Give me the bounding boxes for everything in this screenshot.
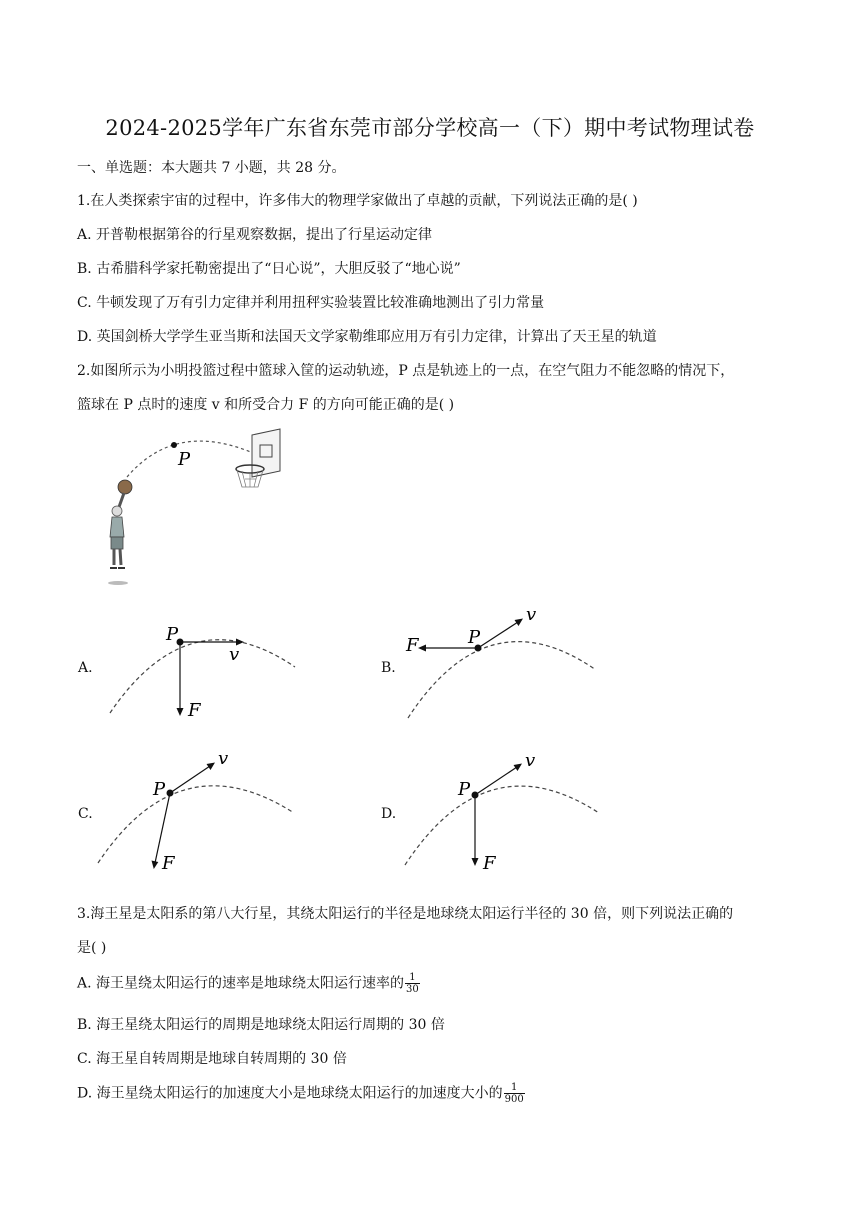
q2-c-p-label: P bbox=[153, 779, 166, 800]
q2-stem-line2: 篮球在 P 点时的速度 v 和所受合力 F 的方向可能正确的是( ) bbox=[77, 397, 455, 413]
q3-option-a-text: A. 海王星绕太阳运行的速率是地球绕太阳运行速率的 bbox=[77, 975, 405, 992]
q3-option-c[interactable]: C. 海王星自转周期是地球自转周期的 30 倍 bbox=[77, 1051, 347, 1067]
q2-option-c-diagram bbox=[90, 745, 310, 880]
q2-stem-line1: 2.如图所示为小明投篮过程中篮球入筐的运动轨迹，P 点是轨迹上的一点，在空气阻力不能忽略的情况下， bbox=[77, 363, 735, 379]
page-title: 2024-2025学年广东省东莞市部分学校高一（下）期中考试物理试卷 bbox=[105, 116, 755, 140]
section-heading: 一、单选题：本大题共 7 小题，共 28 分。 bbox=[77, 160, 346, 176]
q2-option-c-label[interactable]: C. bbox=[78, 806, 93, 822]
q2-a-v-label: v bbox=[229, 644, 240, 665]
q2-option-b-diagram bbox=[400, 600, 610, 725]
q2-b-f-label: F bbox=[406, 635, 419, 656]
q3-option-a-fraction: $\frac{1}{30}$ bbox=[406, 972, 419, 995]
q2-a-f-label: F bbox=[188, 700, 201, 721]
q2-d-p-label: P bbox=[458, 779, 471, 800]
q3-stem-line1: 3.海王星是太阳系的第八大行星，其绕太阳运行的半径是地球绕太阳运行半径的 30 倍，则下列说法正确的 bbox=[77, 906, 734, 922]
q1-option-a[interactable]: A. 开普勒根据第谷的行星观察数据，提出了行星运动定律 bbox=[77, 227, 433, 243]
q1-option-b[interactable]: B. 古希腊科学家托勒密提出了“日心说”，大胆反驳了“地心说” bbox=[77, 261, 461, 277]
q2-c-f-label: F bbox=[162, 853, 175, 874]
q3-option-d-fraction: $\frac{1}{900}$ bbox=[504, 1082, 524, 1105]
basketball-shot-figure bbox=[100, 425, 290, 590]
q2-option-d-label[interactable]: D. bbox=[381, 806, 397, 822]
q2-a-p-label: P bbox=[166, 624, 179, 645]
q2-d-v-label: v bbox=[525, 750, 536, 771]
q2-option-b-label[interactable]: B. bbox=[381, 660, 396, 676]
q2-option-a-diagram bbox=[100, 615, 310, 725]
q1-stem: 1.在人类探索宇宙的过程中，许多伟大的物理学家做出了卓越的贡献，下列说法正确的是( ) bbox=[77, 193, 638, 209]
q2-b-v-label: v bbox=[526, 604, 537, 625]
q3-option-b[interactable]: B. 海王星绕太阳运行的周期是地球绕太阳运行周期的 30 倍 bbox=[77, 1017, 445, 1033]
q3-option-d-text: D. 海王星绕太阳运行的加速度大小是地球绕太阳运行的加速度大小的 bbox=[77, 1085, 503, 1102]
q3-option-d[interactable] bbox=[77, 1082, 525, 1105]
q2-b-p-label: P bbox=[468, 627, 481, 648]
q3-option-a[interactable] bbox=[77, 972, 420, 995]
q1-option-c[interactable]: C. 牛顿发现了万有引力定律并利用扭秤实验装置比较准确地测出了引力常量 bbox=[77, 295, 545, 311]
q3-stem-line2: 是( ) bbox=[77, 940, 107, 956]
q2-option-a-label[interactable]: A. bbox=[78, 660, 93, 676]
q2-option-d-diagram bbox=[395, 745, 615, 880]
point-p-label: P bbox=[178, 449, 191, 470]
q2-c-v-label: v bbox=[218, 748, 229, 769]
point-p-dot bbox=[171, 442, 177, 448]
q2-d-f-label: F bbox=[483, 853, 496, 874]
q1-option-d[interactable]: D. 英国剑桥大学学生亚当斯和法国天文学家勒维耶应用万有引力定律，计算出了天王星的轨道 bbox=[77, 329, 657, 345]
